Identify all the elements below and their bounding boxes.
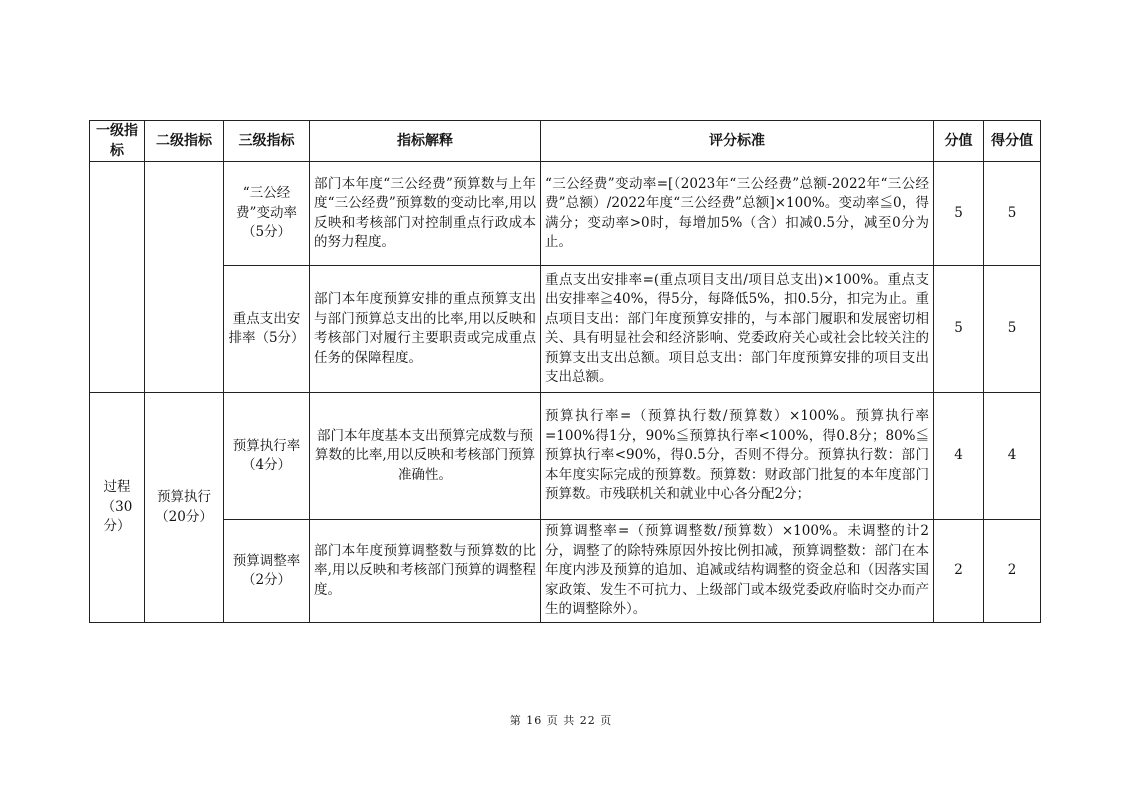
explanation-cell: 部门本年度预算调整数与预算数的比率,用以反映和考核部门预算的调整程度。 — [310, 520, 541, 623]
page-number-footer: 第 16 页 共 22 页 — [509, 714, 613, 727]
header-level1: 一级指标 — [90, 121, 145, 162]
score-cell: 5 — [934, 162, 984, 266]
evaluation-table — [89, 120, 1041, 623]
earned-cell: 5 — [984, 162, 1041, 266]
level2-cell: 预算执行（20分） — [145, 393, 224, 623]
table-row — [90, 162, 1041, 266]
header-earned: 得分值 — [984, 121, 1041, 162]
criteria-cell: 预算调整率=（预算调整数/预算数）×100%。未调整的计2分，调整了的除特殊原因外按比例扣减，预算调整数：部门在本年度内涉及预算的追加、追减或结构调整的资金总和（因落实国家政策、发生不可抗力、上级部门或本级党委政府临时交办而产生的调整除外）。 — [541, 520, 934, 623]
header-score: 分值 — [934, 121, 984, 162]
table-header-row — [90, 121, 1041, 162]
earned-cell: 4 — [984, 393, 1041, 520]
table-row — [90, 393, 1041, 520]
score-cell: 2 — [934, 520, 984, 623]
header-explanation: 指标解释 — [310, 121, 541, 162]
level3-cell: “三公经费”变动率（5分） — [224, 162, 310, 266]
earned-cell: 2 — [984, 520, 1041, 623]
level1-cell-empty — [90, 162, 145, 393]
header-level3: 三级指标 — [224, 121, 310, 162]
level3-cell: 重点支出安排率（5分） — [224, 266, 310, 393]
score-cell: 4 — [934, 393, 984, 520]
level3-cell: 预算调整率（2分） — [224, 520, 310, 623]
header-level2: 二级指标 — [145, 121, 224, 162]
table-row — [90, 266, 1041, 393]
criteria-cell: “三公经费”变动率=[（2023年“三公经费”总额-2022年“三公经费”总额）/2022年度“三公经费”总额]×100%。变动率≦0，得满分；变动率>0时，每增加5%（含）扣减0.5分，减至0分为止。 — [541, 162, 934, 266]
table-row — [90, 520, 1041, 623]
criteria-cell: 预算执行率=（预算执行数/预算数）×100%。预算执行率=100%得1分，90%≦预算执行率<100%，得0.8分；80%≦预算执行率<90%，得0.5分，否则不得分。预算执行数：部门本年度实际完成的预算数。预算数：财政部门批复的本年度部门预算数。市残联机关和就业中心各分配2分； — [541, 393, 934, 520]
header-criteria: 评分标准 — [541, 121, 934, 162]
explanation-cell: 部门本年度预算安排的重点预算支出与部门预算总支出的比率,用以反映和考核部门对履行主要职责或完成重点任务的保障程度。 — [310, 266, 541, 393]
level2-cell-empty — [145, 162, 224, 393]
explanation-cell: 部门本年度“三公经费”预算数与上年度“三公经费”预算数的变动比率,用以反映和考核部门对控制重点行政成本的努力程度。 — [310, 162, 541, 266]
score-cell: 5 — [934, 266, 984, 393]
level1-cell: 过程（30分） — [90, 393, 145, 623]
earned-cell: 5 — [984, 266, 1041, 393]
explanation-cell: 部门本年度基本支出预算完成数与预算数的比率,用以反映和考核部门预算准确性。 — [310, 393, 541, 520]
criteria-cell: 重点支出安排率=(重点项目支出/项目总支出)×100%。重点支出安排率≧40%，得5分，每降低5%，扣0.5分，扣完为止。重点项目支出：部门年度预算安排的，与本部门履职和发展密切相关、具有明显社会和经济影响、党委政府关心或社会比较关注的预算支出支出总额。项目总支出：部门年度预算安排的项目支出支出总额。 — [541, 266, 934, 393]
level3-cell: 预算执行率（4分） — [224, 393, 310, 520]
